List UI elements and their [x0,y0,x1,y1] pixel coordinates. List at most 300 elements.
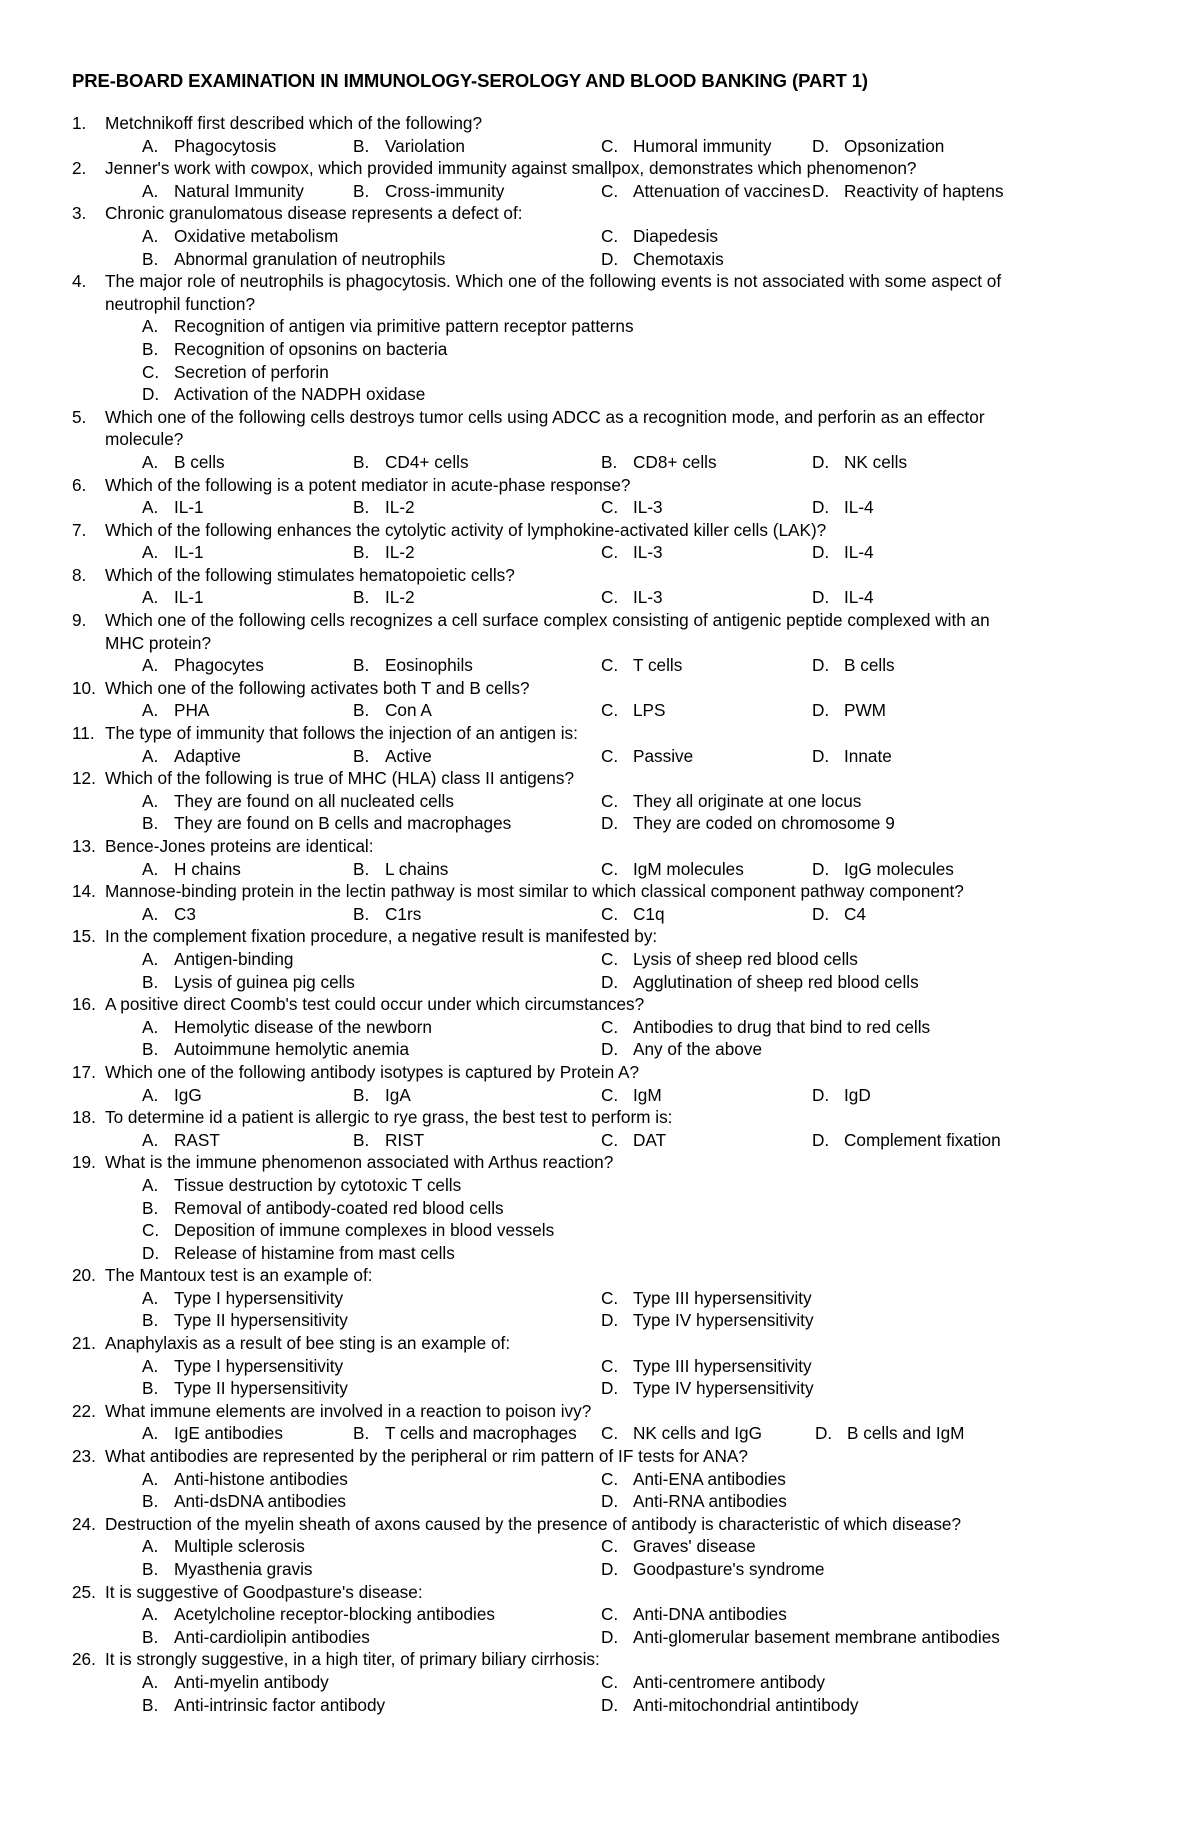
question-line [0,406,1200,429]
question-line [0,1648,1200,1671]
option-letter: B. [353,1129,370,1150]
option-text: Antibodies to drug that bind to red cells [633,1016,931,1037]
option-letter: B. [353,1423,370,1444]
answer-option [353,451,469,474]
answer-option [142,858,241,881]
option-letter: D. [601,1310,619,1331]
options-row [0,338,1200,361]
option-text: IL-3 [633,587,663,608]
option-text: CD8+ cells [633,451,717,472]
options-row [0,1377,1200,1400]
answer-option [142,338,447,361]
option-text: Active [385,745,432,766]
answer-option [353,1129,424,1152]
options-row [0,1355,1200,1378]
question-line [0,1445,1200,1468]
option-letter: D. [812,180,830,201]
option-text: IL-2 [385,497,415,518]
option-text: H chains [174,858,241,879]
answer-option [601,699,666,722]
option-text: Anti-ENA antibodies [633,1468,786,1489]
answer-option [601,1490,787,1513]
option-letter: C. [601,1084,619,1105]
option-letter: B. [353,451,370,472]
option-text: Con A [385,700,432,721]
answer-option [142,1626,370,1649]
answer-option [812,135,944,158]
option-text: IL-3 [633,497,663,518]
option-text: Autoimmune hemolytic anemia [174,1039,410,1060]
options-row [0,1129,1200,1152]
option-letter: A. [142,180,159,201]
answer-option [601,812,895,835]
question-number: 10. [72,677,96,698]
option-text: T cells [633,655,683,676]
option-letter: C. [601,1604,619,1625]
option-letter: A. [142,497,159,518]
option-text: IL-1 [174,587,204,608]
answer-option [142,225,338,248]
answer-option [601,1603,787,1626]
option-letter: A. [142,1129,159,1150]
answer-option [601,858,744,881]
option-text: Variolation [385,135,465,156]
options-row [0,1671,1200,1694]
question-number: 17. [72,1061,96,1082]
option-text: Chemotaxis [633,248,724,269]
option-letter: D. [601,1378,619,1399]
option-letter: C. [601,587,619,608]
option-text: Type IV hypersensitivity [633,1378,814,1399]
option-text: DAT [633,1129,667,1150]
answer-option [142,361,329,384]
answer-option [601,1377,814,1400]
question-number: 21. [72,1333,96,1354]
option-text: Anti-centromere antibody [633,1671,826,1692]
answer-option [142,383,425,406]
option-text: Anti-mitochondrial antintibody [633,1694,859,1715]
option-letter: A. [142,1287,159,1308]
option-letter: B. [142,1378,159,1399]
question-number: 19. [72,1152,96,1173]
option-letter: D. [601,248,619,269]
answer-option [142,1422,283,1445]
answer-option [601,654,682,677]
question-text: It is suggestive of Goodpasture's disease: [105,1581,423,1602]
question-line [0,1581,1200,1604]
answer-option [142,1219,554,1242]
options-row [0,180,1200,203]
option-letter: D. [601,1626,619,1647]
question-line [0,564,1200,587]
options-row [0,1603,1200,1626]
option-text: Lysis of guinea pig cells [174,971,355,992]
options-row [0,1197,1200,1220]
question-line [0,767,1200,790]
option-letter: D. [601,1694,619,1715]
option-text: Eosinophils [385,655,473,676]
option-text: Adaptive [174,745,241,766]
options-row [0,451,1200,474]
option-text: Anti-dsDNA antibodies [174,1491,346,1512]
option-letter: D. [812,745,830,766]
option-letter: B. [353,1084,370,1105]
answer-option [812,858,954,881]
answer-option [601,586,663,609]
options-row [0,248,1200,271]
question-number: 1. [72,113,87,133]
option-letter: D. [812,1084,830,1105]
option-letter: A. [142,1604,159,1625]
option-letter: A. [142,790,159,811]
answer-option [601,180,811,203]
option-letter: B. [353,858,370,879]
option-text: IL-4 [844,542,874,563]
option-letter: C. [601,790,619,811]
answer-option [601,248,724,271]
answer-option [601,1535,756,1558]
options-row [0,1626,1200,1649]
answer-option [812,654,895,677]
question-text: What is the immune phenomenon associated with Arthus reaction? [105,1152,614,1173]
option-letter: A. [142,1468,159,1489]
option-text: Myasthenia gravis [174,1559,313,1579]
answer-option [815,1422,965,1445]
question-text: Which of the following stimulates hematopoietic cells? [105,564,515,585]
question-number: 6. [72,474,87,495]
answer-option [142,1038,409,1061]
question-text: Bence-Jones proteins are identical: [105,836,374,856]
option-text: IgM [633,1084,662,1105]
answer-option [353,1084,411,1107]
answer-option [142,135,276,158]
option-letter: D. [601,1039,619,1060]
option-letter: B. [142,1039,159,1060]
option-text: Opsonization [844,135,945,156]
answer-option [601,971,919,994]
option-letter: A. [142,1355,159,1376]
option-letter: B. [142,1310,159,1331]
answer-option [142,1694,385,1717]
answer-option [812,451,907,474]
answer-option [601,1468,786,1491]
option-letter: B. [353,745,370,766]
answer-option [601,225,718,248]
option-letter: D. [601,813,619,834]
answer-option [142,745,241,768]
option-letter: A. [142,1671,159,1692]
answer-option [142,1355,343,1378]
answer-option [601,1558,825,1581]
answer-option [353,1422,577,1445]
answer-option [812,903,866,926]
option-letter: D. [812,451,830,472]
option-text: Reactivity of haptens [844,180,1004,201]
question-line [0,270,1200,293]
question-text: In the complement fixation procedure, a negative result is manifested by: [105,926,658,947]
option-text: Goodpasture's syndrome [633,1559,825,1579]
option-letter: C. [601,700,619,721]
option-text: IgG [174,1084,202,1105]
option-text: They are found on all nucleated cells [174,790,454,811]
options-row [0,1535,1200,1558]
options-row [0,858,1200,881]
option-letter: C. [601,948,619,969]
option-text: Release of histamine from mast cells [174,1242,455,1263]
answer-option [353,654,473,677]
option-text: PWM [844,700,887,721]
option-text: C1q [633,903,665,924]
option-letter: A. [142,1016,159,1037]
option-text: IgE antibodies [174,1423,283,1444]
question-number: 5. [72,406,87,427]
option-text: CD4+ cells [385,451,469,472]
question-number: 12. [72,768,96,789]
answer-option [353,541,415,564]
option-letter: C. [601,655,619,676]
option-text: Diapedesis [633,225,719,246]
option-text: Anti-RNA antibodies [633,1491,787,1512]
answer-option [601,1016,930,1039]
answer-option [142,790,454,813]
answer-option [142,586,204,609]
answer-option [601,1038,762,1061]
option-text: Phagocytes [174,655,264,676]
answer-option [142,1535,305,1558]
option-text: Oxidative metabolism [174,225,339,246]
answer-option [812,1129,1001,1152]
option-text: NK cells and IgG [633,1423,762,1444]
question-text: The type of immunity that follows the injection of an antigen is: [105,723,578,744]
question-continuation [0,428,1200,451]
answer-option [142,315,634,338]
question-line [0,1400,1200,1423]
options-row [0,948,1200,971]
option-letter: B. [353,497,370,518]
question-text: To determine id a patient is allergic to rye grass, the best test to perform is: [105,1107,673,1128]
question-line [0,880,1200,903]
option-text: IL-1 [174,542,204,563]
option-text: Anti-myelin antibody [174,1671,329,1692]
answer-option [601,1129,666,1152]
option-text: Recognition of opsonins on bacteria [174,338,448,359]
option-text: Anti-intrinsic factor antibody [174,1694,386,1715]
option-text: IgA [385,1084,411,1105]
answer-option [142,1084,202,1107]
answer-option [142,812,511,835]
question-text: Which of the following enhances the cytolytic activity of lymphokine-activated killer cells (LAK)? [105,519,827,540]
answer-option [812,1084,871,1107]
options-row [0,1287,1200,1310]
answer-option [142,1377,348,1400]
options-row [0,971,1200,994]
answer-option [601,1671,825,1694]
answer-option [601,1626,1000,1649]
answer-option [601,948,858,971]
option-letter: A. [142,903,159,924]
option-letter: B. [353,903,370,924]
option-letter: D. [812,655,830,676]
options-row [0,699,1200,722]
options-row [0,1558,1200,1581]
options-row [0,1219,1200,1242]
option-text: They are coded on chromosome 9 [633,813,895,834]
answer-option [142,496,204,519]
answer-option [812,699,886,722]
answer-option [601,903,665,926]
option-text: PHA [174,700,210,721]
option-text: Anti-glomerular basement membrane antibodies [633,1626,1000,1647]
question-number: 24. [72,1513,96,1534]
option-letter: B. [353,700,370,721]
option-letter: C. [601,1129,619,1150]
option-letter: D. [812,587,830,608]
question-number: 11. [72,723,95,744]
answer-option [142,699,209,722]
options-row [0,1422,1200,1445]
option-text: Type II hypersensitivity [174,1378,348,1399]
options-row [0,586,1200,609]
answer-option [142,654,264,677]
option-letter: B. [142,1491,159,1512]
options-row [0,1490,1200,1513]
option-text: IL-2 [385,542,415,563]
option-text: Type II hypersensitivity [174,1310,348,1331]
options-row [0,1468,1200,1491]
option-letter: B. [601,451,618,472]
options-row [0,745,1200,768]
option-letter: C. [601,497,619,518]
option-letter: B. [353,180,370,201]
question-line [0,519,1200,542]
option-text: T cells and macrophages [385,1423,577,1444]
option-text: IgG molecules [844,858,954,879]
option-text: They all originate at one locus [633,790,862,811]
answer-option [601,1694,858,1717]
question-number: 16. [72,994,96,1015]
option-letter: A. [142,542,159,563]
answer-option [142,1129,220,1152]
option-letter: D. [812,700,830,721]
answer-option [601,1309,814,1332]
option-text: IL-3 [633,542,663,563]
option-text: Cross-immunity [385,180,505,201]
option-text: IL-4 [844,587,874,608]
options-row [0,1174,1200,1197]
option-text: IL-4 [844,497,874,518]
question-text: Anaphylaxis as a result of bee sting is an example of: [105,1333,511,1354]
options-row [0,654,1200,677]
answer-option [142,1603,495,1626]
option-letter: D. [601,1559,619,1579]
question-line [0,609,1200,632]
answer-option [142,451,225,474]
question-number: 25. [72,1581,96,1602]
option-letter: D. [142,384,160,405]
option-letter: A. [142,1174,159,1195]
answer-option [353,135,465,158]
answer-option [601,496,663,519]
question-number: 13. [72,836,96,856]
option-text: Deposition of immune complexes in blood vessels [174,1220,555,1241]
question-line [0,1513,1200,1536]
question-line [0,1061,1200,1084]
option-text: Phagocytosis [174,135,277,156]
question-number: 18. [72,1107,96,1128]
answer-option [353,903,421,926]
option-letter: A. [142,1423,159,1444]
option-letter: C. [142,361,160,382]
answer-option [142,1671,329,1694]
option-text: RIST [385,1129,425,1150]
question-number: 8. [72,564,87,585]
option-letter: B. [142,813,159,834]
question-text: Jenner's work with cowpox, which provided immunity against smallpox, demonstrates which phenomenon? [105,158,917,179]
answer-option [353,496,415,519]
options-row [0,903,1200,926]
option-text: Acetylcholine receptor-blocking antibodies [174,1604,496,1625]
question-text: Chronic granulomatous disease represents a defect of: [105,203,523,224]
answer-option [353,699,432,722]
option-letter: B. [142,971,159,992]
answer-option [601,745,693,768]
question-line [0,474,1200,497]
question-line [0,1106,1200,1129]
question-text: The major role of neutrophils is phagocytosis. Which one of the following events is not associated with some aspect of [105,271,1002,292]
question-line [0,722,1200,745]
answer-option [142,1558,313,1581]
option-text: C1rs [385,903,422,924]
options-row [0,1242,1200,1265]
option-letter: D. [601,971,619,992]
options-row [0,790,1200,813]
option-letter: C. [601,542,619,563]
answer-option [601,790,861,813]
option-letter: B. [142,1626,159,1647]
options-row [0,496,1200,519]
question-number: 22. [72,1400,96,1421]
option-letter: A. [142,1084,159,1105]
question-text: Which one of the following cells destroys tumor cells using ADCC as a recognition mode, and perforin as an effector [105,406,985,427]
option-text: Natural Immunity [174,180,304,201]
options-row [0,1038,1200,1061]
question-number: 15. [72,926,96,947]
answer-option [142,180,304,203]
option-text: Anti-cardiolipin antibodies [174,1626,370,1647]
option-text: Abnormal granulation of neutrophils [174,248,446,269]
answer-option [812,586,874,609]
answer-option [601,451,717,474]
option-text: L chains [385,858,449,879]
option-letter: C. [601,135,619,156]
question-text: Destruction of the myelin sheath of axons caused by the presence of antibody is characteristic of which disease? [105,1513,962,1534]
page-title: PRE-BOARD EXAMINATION IN IMMUNOLOGY-SEROLOGY AND BLOOD BANKING (PART 1) [72,70,868,91]
option-letter: A. [142,655,159,676]
answer-option [601,1287,812,1310]
option-text: Any of the above [633,1039,762,1060]
option-letter: D. [812,858,830,879]
option-letter: D. [815,1423,833,1444]
options-row [0,1309,1200,1332]
answer-option [142,1309,348,1332]
options-row [0,812,1200,835]
answer-option [353,858,448,881]
question-continuation [0,632,1200,655]
option-letter: C. [601,903,619,924]
option-text: Hemolytic disease of the newborn [174,1016,432,1037]
question-number: 23. [72,1446,96,1467]
option-letter: D. [142,1242,160,1263]
